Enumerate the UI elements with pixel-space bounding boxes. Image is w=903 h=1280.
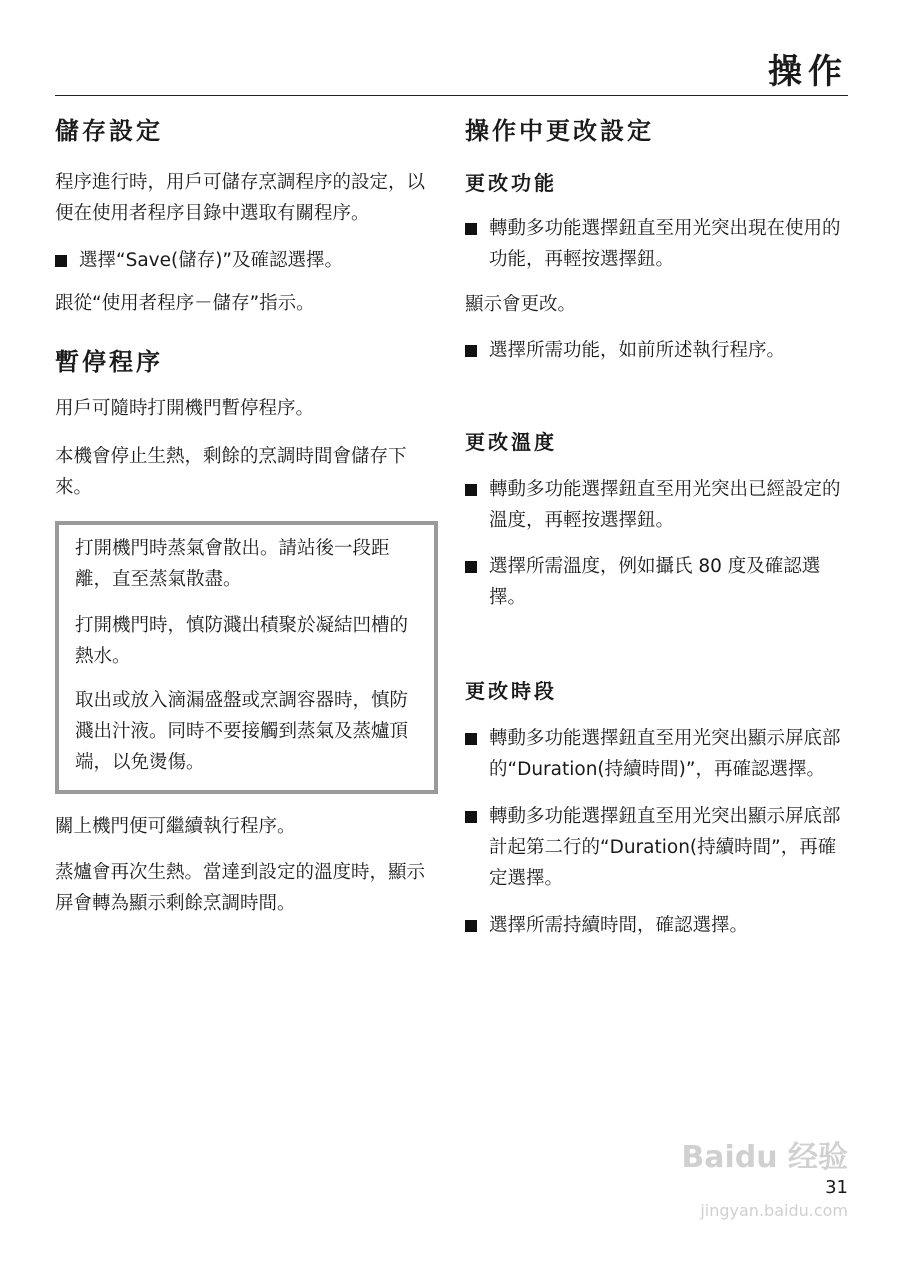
footer: [681, 1140, 848, 1222]
duration-bullet-2: [465, 801, 848, 894]
duration-heading: 更改時段: [465, 679, 557, 703]
page-title: 操作: [768, 52, 848, 92]
bullet-icon: [465, 484, 477, 496]
duration-bullet-3: [465, 910, 848, 941]
watermark-logo: Baidu 经验: [681, 1140, 848, 1175]
bullet-icon: [465, 345, 477, 357]
temp-heading: 更改溫度: [465, 430, 557, 454]
bullet-text: 轉動多功能選擇鈕直至用光突出顯示屏底部計起第二行的“Duration(持續時間”，再確定選擇。: [489, 806, 841, 889]
resume-paragraph-2: 蒸爐會再次生熱。當達到設定的溫度時，顯示屏會轉為顯示剩餘烹調時間。: [55, 862, 426, 914]
function-bullet-2: [465, 335, 848, 366]
right-column: [465, 115, 848, 941]
change-settings-heading: 操作中更改設定: [465, 117, 654, 145]
save-heading: 儲存設定: [55, 117, 163, 145]
warning-1: 打開機門時蒸氣會散出。請站後一段距離，直至蒸氣散盡。: [75, 538, 390, 590]
bullet-text: 選擇所需功能，如前所述執行程序。: [489, 340, 786, 361]
warning-2: 打開機門時，慎防濺出積聚於凝結凹槽的熱水。: [75, 615, 409, 667]
bullet-icon: [465, 223, 477, 235]
bullet-icon: [465, 920, 477, 932]
bullet-icon: [465, 561, 477, 573]
header-rule: [55, 95, 848, 96]
save-follow: 跟從“使用者程序－儲存”指示。: [55, 293, 315, 314]
bullet-icon: [55, 255, 67, 267]
bullet-icon: [465, 733, 477, 745]
left-column: [55, 115, 438, 919]
resume-paragraph-1: 關上機門便可繼續執行程序。: [55, 816, 296, 837]
warning-3: 取出或放入滴漏盛盤或烹調容器時，慎防濺出汁液。同時不要接觸到蒸氣及蒸爐頂端，以免燙傷。: [75, 690, 409, 773]
save-bullet: [55, 245, 438, 276]
pause-paragraph-1: 用戶可隨時打開機門暫停程序。: [55, 398, 315, 419]
duration-bullet-1: [465, 723, 848, 785]
watermark-url: jingyan.baidu.com: [700, 1201, 848, 1220]
bullet-text: 選擇“Save(儲存)”及確認選擇。: [79, 250, 344, 271]
bullet-text: 轉動多功能選擇鈕直至用光突出已經設定的溫度，再輕按選擇鈕。: [489, 479, 841, 531]
temp-bullet-1: [465, 474, 848, 536]
temp-bullet-2: [465, 551, 848, 613]
pause-heading: 暫停程序: [55, 348, 163, 376]
bullet-text: 轉動多功能選擇鈕直至用光突出顯示屏底部的“Duration(持續時間)”，再確認選擇。: [489, 728, 841, 780]
function-heading: 更改功能: [465, 171, 557, 195]
bullet-text: 選擇所需溫度，例如攝氏 80 度及確認選擇。: [489, 556, 821, 608]
warning-box: [55, 521, 438, 794]
save-paragraph: 程序進行時，用戶可儲存烹調程序的設定，以便在使用者程序目錄中選取有關程序。: [55, 172, 426, 224]
function-bullet-1: [465, 213, 848, 275]
pause-paragraph-2: 本機會停止生熱，剩餘的烹調時間會儲存下來。: [55, 446, 407, 498]
bullet-icon: [465, 811, 477, 823]
page-number: 31: [825, 1177, 848, 1198]
bullet-text: 選擇所需持續時間，確認選擇。: [489, 915, 749, 936]
function-note: 顯示會更改。: [465, 294, 577, 315]
bullet-text: 轉動多功能選擇鈕直至用光突出現在使用的功能，再輕按選擇鈕。: [489, 218, 841, 270]
